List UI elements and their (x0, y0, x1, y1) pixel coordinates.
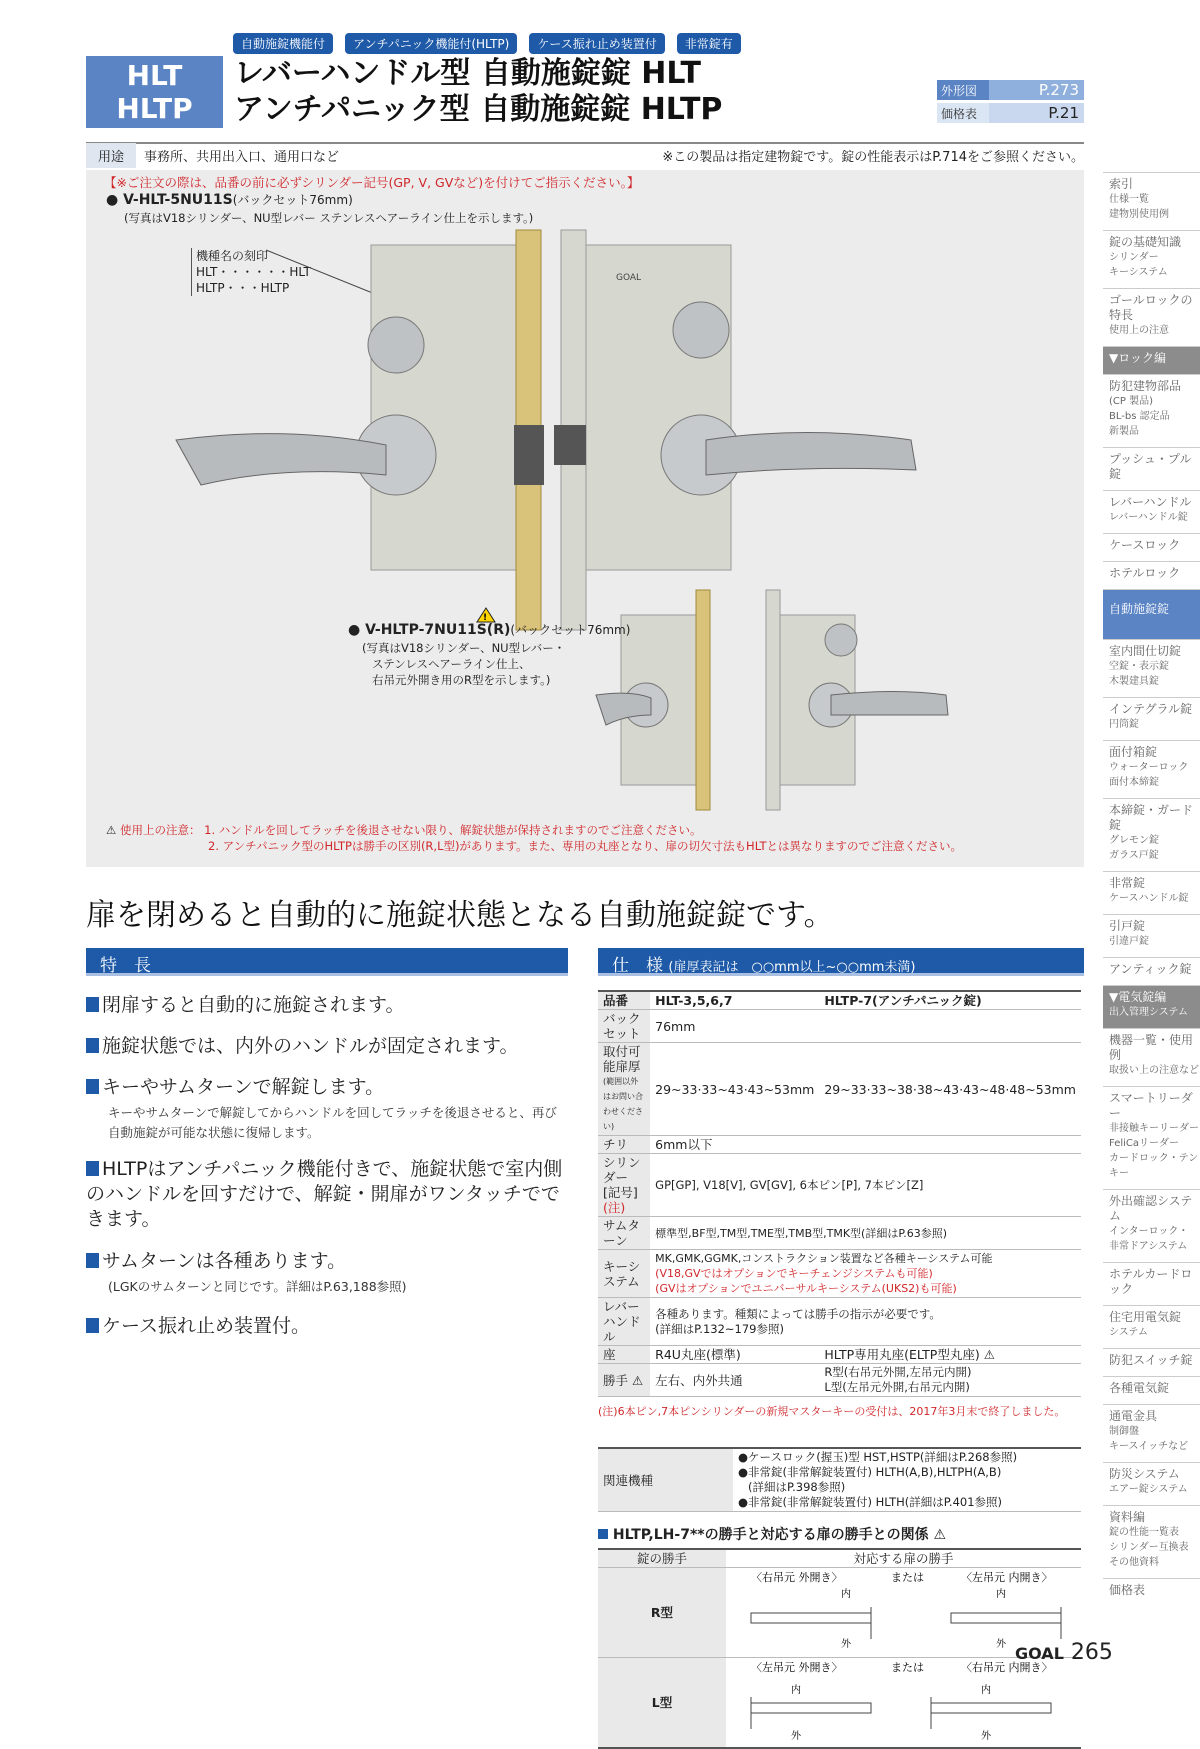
sidebar-item-label: インターロック・ (1109, 1226, 1189, 1237)
sidebar-item-label: ガラス戸錠 (1109, 850, 1159, 861)
spec-header: 仕 様 (扉厚表記は ○○mm以上~○○mm未満) (598, 948, 1084, 976)
sidebar-item-label: プッシュ・プル錠 (1109, 452, 1192, 481)
sidebar-item-label: エアー錠システム (1109, 1484, 1188, 1495)
feature-item: サムターンは各種あります。 (86, 1246, 568, 1273)
sidebar-item[interactable] (1103, 447, 1200, 490)
sidebar-item[interactable] (1103, 985, 1200, 1028)
caution-line: 2. アンチパニック型のHLTPは勝手の区別(R,L型)があります。また、専用の丸座となり、扉の切欠寸法もHLTとは異なりますのでご注意ください。 (208, 839, 963, 853)
page-footer (1015, 1640, 1113, 1665)
svg-text:〈左吊元 内開き〉: 〈左吊元 内開き〉 (961, 1571, 1053, 1584)
sidebar-item[interactable] (1103, 561, 1200, 589)
sidebar-item-label: 円筒錠 (1109, 719, 1139, 730)
svg-text:または: または (891, 1571, 924, 1584)
sidebar-item[interactable] (1103, 740, 1200, 798)
case-brand: GOAL (616, 273, 642, 283)
sidebar-item-label: アンティック錠 (1109, 962, 1192, 976)
feature-item: キーやサムターンで解錠します。 (86, 1072, 568, 1099)
spec-val: 左右、内外共通 (650, 1364, 819, 1397)
door-diagram (731, 1659, 1076, 1743)
ref-outline[interactable] (937, 80, 1084, 100)
sidebar-item-label: キースイッチなど (1109, 1441, 1189, 1452)
sidebar-item-label: シリンダー互換表 (1109, 1542, 1189, 1553)
product-photo-panel (86, 170, 1084, 867)
order-note: 【※ご注文の際は、品番の前に必ずシリンダー記号(GP, V, GVなど)を付けてご指示ください。】 (104, 175, 640, 190)
spec-val: 6mm以下 (650, 1136, 1081, 1154)
ref-label: 外形図 (937, 80, 989, 100)
model-badge (86, 56, 223, 128)
sidebar-item[interactable] (1103, 533, 1200, 561)
engrave-title: 機種名の刻印 (196, 249, 269, 263)
sidebar-item-label: 住宅用電気錠 (1109, 1310, 1182, 1324)
svg-text:または: または (891, 1661, 924, 1674)
sidebar-item-label: 防犯スイッチ錠 (1109, 1353, 1193, 1367)
spec-val: MK,GMK,GGMK,コンストラクション装置など各種キーシステム可能 (V18,GVではオプションでキーチェンジシステムも可能) (GVはオプションでユニバーサルキーシステム(UKS2)も可能) (650, 1250, 1081, 1298)
sidebar-item-label: 資料編 (1109, 1510, 1146, 1524)
sidebar-item[interactable] (1103, 230, 1200, 288)
sidebar-item-label: ウォーターロック (1109, 762, 1189, 773)
spec-val: GP[GP], V18[V], GV[GV], 6本ピン[P], 7本ピン[Z] (650, 1154, 1081, 1217)
svg-text:!: ! (483, 613, 488, 623)
sidebar-item[interactable] (1103, 957, 1200, 985)
sidebar-item[interactable] (1103, 639, 1200, 697)
tag: 自動施錠機能付 (233, 33, 333, 54)
sidebar-item[interactable] (1103, 288, 1200, 346)
model-code: HLTP (116, 92, 193, 125)
sidebar-item-label: 各種電気錠 (1109, 1381, 1170, 1395)
sidebar-item-label: 防犯建物部品 (1109, 379, 1182, 393)
feature-tags (233, 33, 741, 54)
spec-key: 取付可能扉厚 (範囲以外はお問い合わせください) (598, 1043, 650, 1136)
svg-text:内: 内 (996, 1589, 1006, 1600)
sidebar-item[interactable] (1103, 1348, 1200, 1376)
sidebar-item-label: 面付箱錠 (1109, 745, 1158, 759)
sidebar-item-label: 錠の性能一覧表 (1109, 1527, 1179, 1538)
feature-item: ケース振れ止め装置付。 (86, 1311, 568, 1338)
tag: アンチパニック機能付(HLTP) (345, 33, 517, 54)
footer-brand: GOAL (1015, 1644, 1064, 1663)
sidebar-item[interactable] (1103, 1578, 1200, 1606)
svg-text:〈右吊元 内開き〉: 〈右吊元 内開き〉 (961, 1661, 1053, 1674)
sidebar-item[interactable] (1103, 1086, 1200, 1189)
page-refs (937, 80, 1084, 126)
sidebar-item[interactable] (1103, 346, 1200, 374)
svg-text:内: 内 (841, 1589, 851, 1600)
sidebar-item-label: BL-bs 認定品 (1109, 411, 1170, 422)
svg-text:外: 外 (996, 1639, 1006, 1650)
sidebar-item-label: 空錠・表示錠 (1109, 661, 1169, 672)
sidebar-item-label: ホテルカードロック (1109, 1267, 1193, 1296)
headline: 扉を閉めると自動的に施錠状態となる自動施錠錠です。 (86, 898, 834, 933)
sidebar-item-label: その他資料 (1109, 1557, 1159, 1568)
tag: 非常錠有 (677, 33, 741, 54)
sidebar-item-label: 索引 (1109, 177, 1134, 191)
sidebar-item-label: 面付本締錠 (1109, 777, 1159, 788)
spec-key: 品番 (598, 991, 650, 1010)
sidebar-item[interactable] (1103, 490, 1200, 533)
svg-text:内: 内 (791, 1685, 801, 1696)
sidebar-item-label: 価格表 (1109, 1583, 1146, 1597)
tag: ケース振れ止め装置付 (529, 33, 664, 54)
title-line: アンチパニック型 自動施錠錠 HLTP (234, 92, 723, 127)
feature-item: HLTPはアンチパニック機能付きで、施錠状態で室内側のハンドルを回すだけで、解錠・開扉がワンタッチでできます。 (86, 1158, 563, 1230)
sidebar-item-label: FeliCaリーダー (1109, 1138, 1180, 1149)
warning-icon: ⚠ (632, 1372, 644, 1388)
sidebar-item-label: 機器一覧・使用例 (1109, 1033, 1194, 1062)
sidebar-item[interactable] (1103, 1404, 1200, 1462)
sidebar-item-label: 引戸錠 (1109, 919, 1146, 933)
sidebar-item-label: 非常錠 (1109, 876, 1146, 890)
svg-text:外: 外 (981, 1731, 991, 1742)
sidebar-item-label: 本締錠・ガード錠 (1109, 803, 1194, 832)
spec-key: 錠の勝手 (598, 1549, 726, 1568)
sidebar-item-label: ▼電気錠編 (1109, 990, 1167, 1004)
spec-key: シリンダー[記号](注) (598, 1154, 650, 1217)
warning-icon: ⚠ (983, 1347, 995, 1362)
sidebar-item-label: 通電金具 (1109, 1409, 1158, 1423)
spec-table (598, 990, 1081, 1397)
sidebar-item-label: ゴールロックの特長 (1109, 293, 1193, 322)
sidebar-item[interactable] (1103, 871, 1200, 914)
sidebar-item-label: シリンダー (1109, 252, 1159, 263)
sidebar-item-label: 取扱い上の注意など (1109, 1065, 1199, 1076)
spec-section (598, 948, 1084, 1749)
svg-text:内: 内 (981, 1685, 991, 1696)
spec-key: レバーハンドル (598, 1298, 650, 1346)
sidebar-item-label: スマートリーダー (1109, 1091, 1193, 1120)
spec-val: R型(右吊元外開,左吊元内開) L型(左吊元外開,右吊元内開) (819, 1364, 1081, 1397)
feature-sub: (LGKのサムターンと同じです。詳細はP.63,188参照) (108, 1279, 407, 1294)
usage-label: 用途 (86, 143, 136, 168)
sidebar-item-label: レバーハンドル錠 (1109, 512, 1188, 523)
feature-item: 閉扉すると自動的に施錠されます。 (86, 990, 568, 1017)
spec-val: 76mm (650, 1010, 1081, 1043)
sidebar-item[interactable] (1103, 1505, 1200, 1578)
spec-val: 29~33·33~43·43~53mm (650, 1043, 819, 1136)
sidebar-item[interactable] (1103, 1376, 1200, 1404)
spec-col: HLTP-7(アンチパニック錠) (819, 991, 1081, 1010)
sidebar-item[interactable] (1103, 1305, 1200, 1348)
sidebar-item-label: 室内間仕切錠 (1109, 644, 1182, 658)
sidebar-item[interactable] (1103, 1462, 1200, 1505)
spec-key: バックセット (598, 1010, 650, 1043)
hand-label: L型 (598, 1658, 726, 1749)
sidebar-item-label: カードロック・テンキー (1109, 1153, 1199, 1179)
sidebar-item-label: 新製品 (1109, 426, 1139, 437)
spec-key: キーシステム (598, 1250, 650, 1298)
sidebar-item-label: 防災システム (1109, 1467, 1180, 1481)
lock-photo-illustration (86, 170, 1084, 867)
sidebar-item-label: ▼ロック編 (1109, 351, 1166, 365)
spec-val: R4U丸座(標準) (650, 1346, 819, 1364)
engrave-line: HLT・・・・・・HLT (196, 265, 311, 279)
sidebar-item-label: ケースハンドル錠 (1109, 893, 1189, 904)
feature-sub: キーやサムターンで解錠してからハンドルを回してラッチを後退させると、再び自動施錠が可能な状態に復帰します。 (108, 1105, 557, 1140)
sidebar-item-label: 非接触キーリーダー (1109, 1123, 1199, 1134)
sidebar-item[interactable] (1103, 798, 1200, 871)
caution-block: ⚠ 使用上の注意： 1. ハンドルを回してラッチを後退させない限り、解錠状態が保持されますのでご注意ください。 2. アンチパニック型のHLTPは勝手の区別(R,L型)があります。また、専用の丸座となり、扉の切欠寸法もHLTとは異なりますのでご注意ください。 (106, 823, 963, 853)
sidebar-item[interactable] (1103, 172, 1200, 230)
spec-val: ●ケースロック(握玉)型 HST,HSTP(詳細はP.268参照) ●非常錠(非常解錠装置付) HLTH(A,B),HLTPH(A,B) (詳細はP.398参照) ●非常錠(非常解錠装置付) HLTH(詳細はP.401参照) (733, 1448, 1081, 1512)
ref-page: P.21 (989, 103, 1084, 123)
warning-icon: ⚠ (106, 823, 117, 837)
sidebar-index (1103, 172, 1200, 1606)
sidebar-item-label: 自動施錠錠 (1109, 602, 1170, 616)
spec-val: 標準型,BF型,TM型,TME型,TMB型,TMK型(詳細はP.63参照) (650, 1217, 1081, 1250)
sidebar-item-label: グレモン錠 (1109, 835, 1159, 846)
sidebar-item[interactable] (1103, 1028, 1200, 1086)
sidebar-item-label: 引違戸錠 (1109, 936, 1149, 947)
spec-key: サムターン (598, 1217, 650, 1250)
spec-val: 29~33·33~38·38~43·43~48·48~53mm (819, 1043, 1081, 1136)
features-header: 特 長 (86, 948, 568, 976)
sidebar-item-label: キーシステム (1109, 267, 1168, 278)
spec-val: HLTP専用丸座(ELTP型丸座) ⚠ (819, 1346, 1081, 1364)
engrave-line: HLTP・・・HLTP (196, 281, 290, 295)
usage-note: ※この製品は指定建物錠です。錠の性能表示はP.714をご参照ください。 (662, 150, 1084, 165)
sidebar-item-label: 制御盤 (1109, 1426, 1139, 1437)
usage-text: 事務所、共用出入口、通用口など (144, 150, 340, 165)
sidebar-item-label: ホテルロック (1109, 566, 1181, 580)
item1-desc: (写真はV18シリンダー、NU型レバー ステンレスヘアーライン仕上を示します。) (124, 211, 534, 225)
item2-name: ● V-HLTP-7NU11S(R)(バックセット76mm) (348, 622, 631, 638)
sidebar-item-label: レバーハンドル (1109, 495, 1192, 509)
model-code: HLT (126, 59, 183, 92)
usage-line (86, 142, 1084, 167)
svg-text:外: 外 (791, 1731, 801, 1742)
sidebar-item-label: システム (1109, 1327, 1148, 1338)
hand-table (598, 1548, 1081, 1749)
item1-name: ● V-HLT-5NU11S(バックセット76mm) (106, 192, 353, 208)
feature-item: 施錠状態では、内外のハンドルが固定されます。 (86, 1031, 568, 1058)
spec-col: HLT-3,5,6,7 (650, 991, 819, 1010)
sidebar-item-label: インテグラル錠 (1109, 702, 1193, 716)
sidebar-item-label: 使用上の注意 (1109, 325, 1169, 336)
svg-text:外: 外 (841, 1639, 851, 1650)
sidebar-item-label: 建物別使用例 (1109, 209, 1169, 220)
spec-key: チリ (598, 1136, 650, 1154)
ref-price[interactable] (937, 103, 1084, 123)
ref-label: 価格表 (937, 103, 989, 123)
svg-text:〈左吊元 外開き〉: 〈左吊元 外開き〉 (751, 1661, 843, 1674)
hand-title: HLTP,LH-7**の勝手と対応する扉の勝手との関係 ⚠ (598, 1524, 1084, 1544)
hand-diagram-l (726, 1658, 1081, 1749)
spec-key: 関連機種 (598, 1448, 733, 1512)
spec-key: 勝手 ⚠ (598, 1364, 650, 1397)
hand-label: R型 (598, 1568, 726, 1658)
sidebar-item-label: 錠の基礎知識 (1109, 235, 1182, 249)
spec-key: 座 (598, 1346, 650, 1364)
sidebar-item[interactable] (1103, 589, 1200, 639)
sidebar-item-label: 仕様一覧 (1109, 194, 1149, 205)
page-number: 265 (1070, 1640, 1113, 1665)
sidebar-item[interactable] (1103, 697, 1200, 740)
spec-col: 対応する扉の勝手 (726, 1549, 1081, 1568)
item2-desc: (写真はV18シリンダー、NU型レバー・ ステンレスヘアーライン仕上、 右吊元外開き用のR型を示します。) (362, 641, 566, 687)
sidebar-item-label: (CP 製品) (1109, 396, 1153, 407)
sidebar-item[interactable] (1103, 1262, 1200, 1305)
title-line: レバーハンドル型 自動施錠錠 HLT (234, 56, 702, 91)
sidebar-item[interactable] (1103, 1189, 1200, 1262)
sidebar-item-label: 外出確認システム (1109, 1194, 1193, 1223)
page-title (234, 56, 722, 128)
ref-page: P.273 (989, 80, 1084, 100)
sidebar-item[interactable] (1103, 914, 1200, 957)
spec-val: 各種あります。種類によっては勝手の指示が必要です。 (詳細はP.132~179参照) (650, 1298, 1081, 1346)
features-section (86, 948, 568, 1338)
sidebar-item[interactable] (1103, 374, 1200, 447)
related-table (598, 1447, 1081, 1512)
sidebar-item-label: ケースロック (1109, 538, 1181, 552)
sidebar-item-label: 出入管理システム (1109, 1007, 1188, 1018)
svg-text:〈右吊元 外開き〉: 〈右吊元 外開き〉 (751, 1571, 843, 1584)
warning-icon: ⚠ (933, 1527, 947, 1543)
sidebar-item-label: 非常ドアシステム (1109, 1241, 1188, 1252)
spec-note: (注)6本ピン,7本ピンシリンダーの新規マスターキーの受付は、2017年3月末で終了しました。 (598, 1405, 1066, 1418)
sidebar-item-label: 木製建具錠 (1109, 676, 1159, 687)
